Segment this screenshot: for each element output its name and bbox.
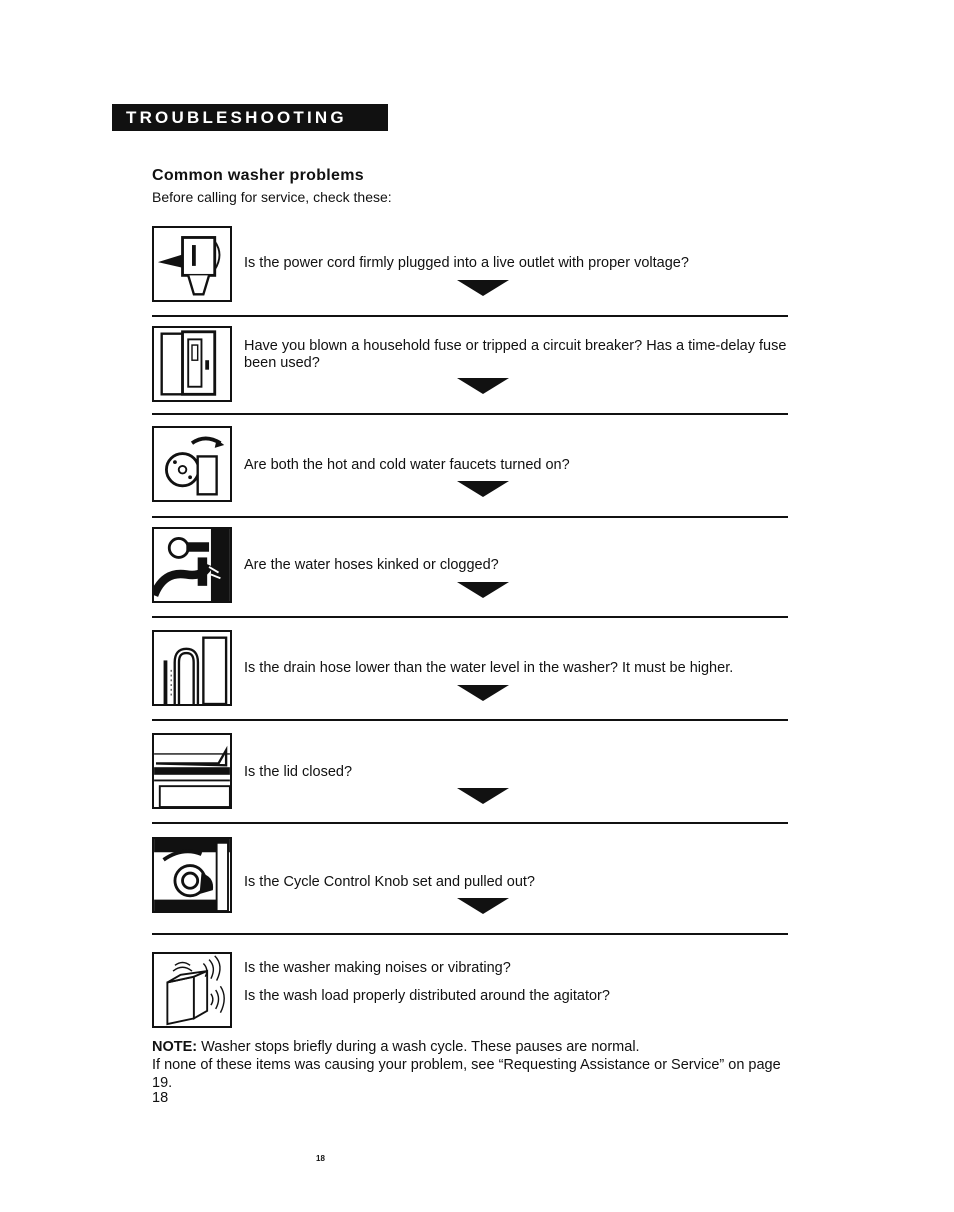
divider: [152, 413, 788, 415]
water-hose-icon: [152, 527, 232, 603]
check-question: Is the washer making noises or vibrating?: [244, 960, 511, 976]
fuse-box-icon: [152, 326, 232, 402]
next-arrow-icon: [457, 898, 509, 914]
next-arrow-icon: [457, 582, 509, 598]
washer-lid-icon: [152, 733, 232, 809]
note: [152, 1038, 792, 1092]
next-arrow-icon: [457, 481, 509, 497]
page-number: 18: [152, 1090, 169, 1106]
divider: [152, 933, 788, 935]
power-plug-icon: [152, 226, 232, 302]
check-question: Is the lid closed?: [244, 764, 353, 780]
check-question: Is the power cord firmly plugged into a live outlet with proper voltage?: [244, 255, 689, 271]
check-question: Is the drain hose lower than the water level in the washer? It must be higher.: [244, 660, 734, 676]
note-label: NOTE:: [152, 1039, 198, 1055]
page-subtitle: Before calling for service, check these:: [152, 189, 392, 205]
check-question: Is the Cycle Control Knob set and pulled out?: [244, 874, 535, 890]
water-faucet-icon: [152, 426, 232, 502]
next-arrow-icon: [457, 685, 509, 701]
vibrating-washer-icon: [152, 952, 232, 1028]
note-text: Washer stops briefly during a wash cycle. These pauses are normal.: [197, 1039, 640, 1055]
section-banner: TROUBLESHOOTING: [112, 104, 388, 131]
check-question: Are the water hoses kinked or clogged?: [244, 557, 499, 573]
footer-number: 18: [316, 1154, 325, 1163]
divider: [152, 822, 788, 824]
divider: [152, 516, 788, 518]
next-arrow-icon: [457, 788, 509, 804]
check-question: Is the wash load properly distributed around the agitator?: [244, 988, 610, 1004]
next-arrow-icon: [457, 378, 509, 394]
note-more: If none of these items was causing your problem, see “Requesting Assistance or Service” on page 19.: [152, 1057, 781, 1091]
drain-hose-icon: [152, 630, 232, 706]
divider: [152, 315, 788, 317]
check-question: Have you blown a household fuse or tripped a circuit breaker? Has a time-delay fuse been used?: [244, 338, 787, 371]
divider: [152, 719, 788, 721]
next-arrow-icon: [457, 280, 509, 296]
check-question: Are both the hot and cold water faucets turned on?: [244, 457, 570, 473]
cycle-knob-icon: [152, 837, 232, 913]
divider: [152, 616, 788, 618]
page-title: Common washer problems: [152, 167, 364, 184]
